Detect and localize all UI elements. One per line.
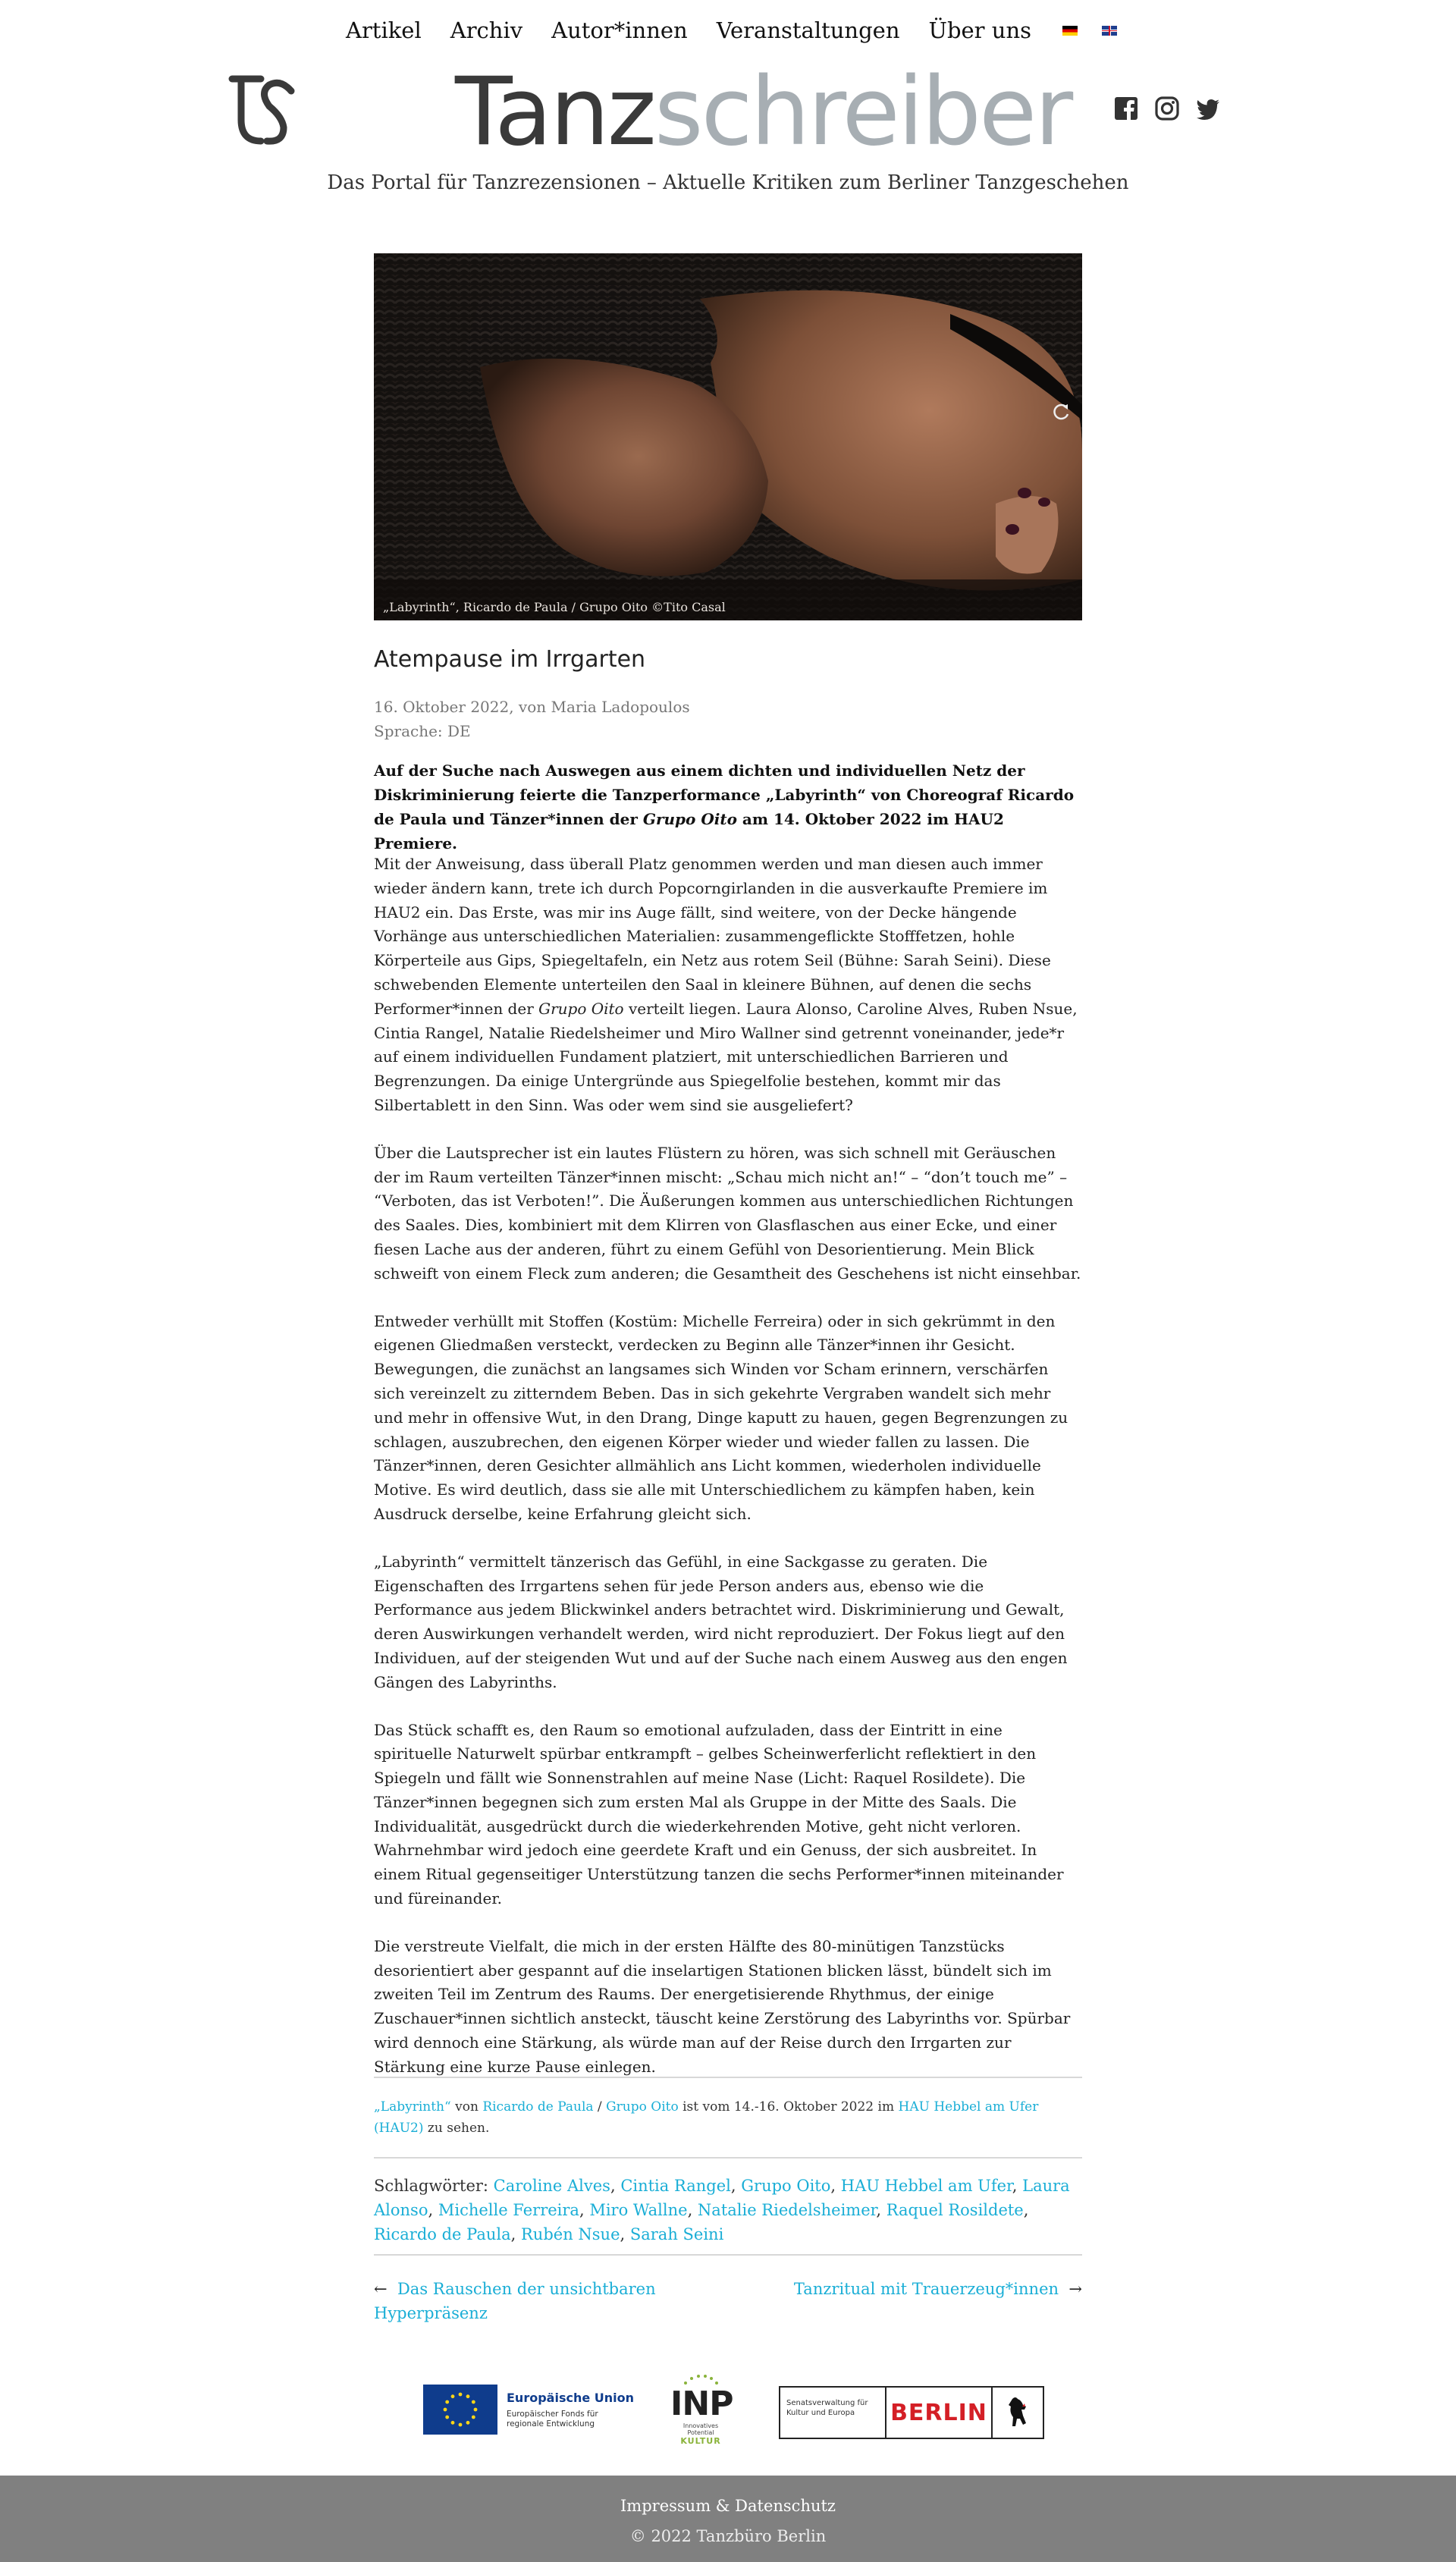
eu-star (474, 2408, 478, 2412)
divider (374, 2254, 1082, 2256)
article-lede (374, 758, 1082, 856)
copyright: © 2022 Tanzbüro Berlin (629, 2527, 827, 2545)
site-title-part1: Tanz (455, 58, 654, 167)
paragraph-1-emphasis: Grupo Oito (538, 999, 624, 1018)
paragraph-1 (374, 852, 1082, 1118)
link-choreographer[interactable]: Ricardo de Paula (482, 2099, 594, 2115)
previous-post-link[interactable]: Das Rauschen der unsichtbaren Hyperpräsenz (374, 2280, 656, 2322)
link-venue[interactable]: HAU Hebbel am Ufer (HAU2) (374, 2099, 1039, 2136)
eu-star (466, 2394, 470, 2398)
info-text: zu sehen. (423, 2121, 490, 2136)
english-flag-icon[interactable] (1102, 26, 1117, 36)
arrow-right-icon: → (1068, 2280, 1082, 2298)
eu-flag-icon (423, 2385, 497, 2435)
tag-link[interactable]: Laura Alonso (374, 2177, 1070, 2219)
divider (374, 2077, 1082, 2078)
article-body (374, 852, 1082, 2103)
info-text: / (593, 2099, 607, 2115)
previous-post (374, 2277, 662, 2325)
next-post (794, 2277, 1082, 2325)
next-post-link[interactable]: Tanzritual mit Trauerzeug*innen (793, 2280, 1059, 2298)
eu-star (459, 2423, 463, 2427)
paragraph-6: Die verstreute Vielfalt, die mich in der ersten Hälfte des 80-minütigen Tanzstücks desorientiert aber gespannt auf die inselartigen Stationen blicken lässt, bündelt sich im zweiten Teil im Zentrum des Raums. Der energetisierende Rhythmus, der einige Zuschauer*innen sichtlich ansteckt, täuscht keine Zerstörung des Labyrinths vor. Spürbar wird dennoch eine Stärkung, als würde man auf der Reise durch den Irrgarten zur Stärkung eine kurze Pause einlegen. (374, 1936, 1071, 2076)
twitter-icon[interactable] (1195, 96, 1221, 121)
tag-link[interactable]: Miro Wallne (589, 2201, 688, 2219)
dots-icon (678, 2374, 723, 2385)
berlin-department: Senatsverwaltung für Kultur und Europa (780, 2388, 886, 2438)
article-meta (374, 695, 1082, 743)
inp-wordmark: INP (670, 2385, 733, 2423)
site-title[interactable] (455, 59, 1071, 165)
eu-star (472, 2416, 475, 2419)
nav-item-artikel[interactable]: Artikel (346, 17, 422, 43)
impressum-link[interactable]: Impressum & Datenschutz (620, 2497, 836, 2515)
tag-link[interactable]: Raquel Rosildete (886, 2201, 1024, 2219)
event-info (374, 2096, 1082, 2139)
tag-link[interactable]: Sarah Seini (629, 2225, 724, 2243)
lede-emphasis: Grupo Oito (642, 810, 737, 828)
berlin-sponsor-logo[interactable] (779, 2386, 1044, 2439)
article-title: Atempause im Irrgarten (374, 646, 646, 673)
arrow-left-icon: ← (374, 2280, 388, 2298)
nav-item-veranstaltungen[interactable]: Veranstaltungen (716, 17, 900, 43)
article-language: Sprache: DE (374, 722, 471, 740)
eu-star (451, 2394, 455, 2398)
tag-link[interactable]: Caroline Alves (493, 2177, 610, 2195)
eu-title: Europäische Union (507, 2390, 635, 2405)
berlin-bear-icon (993, 2388, 1043, 2438)
site-footer (0, 2476, 1456, 2562)
info-text: von (450, 2099, 483, 2115)
link-work[interactable]: „Labyrinth“ (374, 2099, 451, 2115)
eu-sponsor-logo[interactable] (423, 2385, 634, 2435)
tag-link[interactable]: Ricardo de Paula (374, 2225, 511, 2243)
eu-star (466, 2421, 470, 2425)
eu-star (472, 2400, 475, 2404)
eu-star (445, 2416, 449, 2419)
tag-link[interactable]: Michelle Ferreira (438, 2201, 579, 2219)
nav-item-ueber-uns[interactable]: Über uns (928, 17, 1031, 43)
eu-star (459, 2393, 463, 2397)
info-text: ist vom 14.-16. Oktober 2022 im (678, 2099, 899, 2115)
site-logo-icon[interactable] (228, 74, 296, 147)
article-date-author: 16. Oktober 2022, von Maria Ladopoulos (374, 698, 690, 716)
tag-link[interactable]: Natalie Riedelsheimer (697, 2201, 877, 2219)
paragraph-4: „Labyrinth“ vermittelt tänzerisch das Gefühl, in eine Sackgasse zu geraten. Die Eigenschaften des Irrgartens sehen für jede Person anders aus, ebenso wie die Performance aus jedem Blickwinkel anders betrachtet wird. Diskriminierung und Gewalt, deren Auswirkungen verhandelt werden, wird nicht reproduziert. Der Fokus liegt auf den Individuen, auf der steigenden Wut und auf der Suche nach einem Ausweg aus den engen Gängen des Labyrinths. (374, 1552, 1068, 1691)
dancer-photo (374, 253, 1082, 620)
refresh-icon (1052, 402, 1072, 422)
paragraph-3: Entweder verhüllt mit Stoffen (Kostüm: Michelle Ferreira) oder in sich gekrümmt in den eigenen Gliedmaßen versteckt, verdecken zu Beginn alle Tänzer*innen ihr Gesicht. Bewegungen, die zunächst an langsames sich Winden vor Scham erinnern, verschärfen sich vereinzelt zu zitterndem Beben. Das in sich gekehrte Vergraben wandelt sich mehr und mehr in offensive Wut, in den Drang, Dinge kaputt zu hauen, gegen Begrenzungen zu schlagen, auszubrechen, den eigenen Körper wieder und wieder fallen zu lassen. Die Tänzer*innen, deren Gesichter allmählich ans Licht kommen, wiederholen individuelle Motive. Es wird deutlich, dass sie alle mit Unterschiedlichem zu kämpfen haben, kein Ausdruck derselbe, keine Erfahrung gleicht sich. (374, 1311, 1068, 1523)
tag-link[interactable]: HAU Hebbel am Ufer (840, 2177, 1012, 2195)
paragraph-5: Das Stück schafft es, den Raum so emotional aufzuladen, dass der Eintritt in eine spirituelle Naturwelt spürbar entkrampft – gelbes Scheinwerferlicht reflektiert in den Spiegeln und fällt wie Sonnenstrahlen auf meine Nase (Licht: Raquel Rosildete). Die Tänzer*innen begegnen sich zum ersten Mal als Gruppe in der Mitte des Saals. Die Individualität, ausgedrückt durch die wiederkehrenden Motive, geht nicht verloren. Wahrnehmbar wird jedoch eine geerdete Kraft und ein Genuss, der sich ausbreitet. In einem Ritual gegenseitiger Unterstützung tanzen die sechs Performer*innen miteinander und füreinander. (374, 1720, 1064, 1908)
inp-sponsor-logo[interactable] (670, 2374, 731, 2453)
facebook-icon[interactable] (1113, 96, 1139, 121)
main-nav (0, 17, 1456, 44)
tag-link[interactable]: Rubén Nsue (520, 2225, 620, 2243)
tag-link[interactable]: Grupo Oito (741, 2177, 831, 2195)
image-caption: „Labyrinth“, Ricardo de Paula / Grupo Oito ©Tito Casal (383, 600, 726, 614)
eu-star (451, 2421, 455, 2425)
link-group[interactable]: Grupo Oito (606, 2099, 679, 2115)
paragraph-2: Über die Lautsprecher ist ein lautes Flüstern zu hören, was sich schnell mit Geräuschen der im Raum verteilten Tänzer*innen mischt: „Schau mich nicht an!“ – “don’t touch me” – “Verboten, das ist Verboten!”. Die Äußerungen kommen aus unterschiedlichen Richtungen des Saales. Dies, kombiniert mit dem Klirren von Glasflaschen aus einer Ecke, und einer fiesen Lache aus der anderen, führt zu einem Gefühl von Desorientierung. Mein Blick schweift von einem Fleck zum anderen; die Gesamtheit des Geschehens ist nicht einsehbar. (374, 1143, 1081, 1283)
nav-item-archiv[interactable]: Archiv (450, 17, 523, 43)
inp-kultur: KULTUR (680, 2436, 721, 2446)
lede-text-2: am 14. Oktober 2022 im HAU2 Premiere. (374, 810, 1004, 852)
berlin-wordmark: BERLIN (886, 2388, 993, 2438)
tags-label: Schlagwörter: (374, 2177, 494, 2195)
post-navigation (374, 2277, 1082, 2325)
tag-link[interactable]: Cintia Rangel (620, 2177, 731, 2195)
divider (374, 2157, 1082, 2159)
instagram-icon[interactable] (1154, 96, 1180, 121)
social-links (1113, 96, 1221, 121)
nav-item-autorinnen[interactable]: Autor*innen (551, 17, 688, 43)
german-flag-icon[interactable] (1062, 26, 1078, 36)
site-title-part2: schreiber (654, 58, 1072, 167)
eu-subtitle: Europäischer Fonds für regionale Entwicklung (507, 2409, 598, 2429)
article-hero-image (374, 253, 1082, 620)
eu-sponsor-text (507, 2391, 634, 2429)
site-tagline: Das Portal für Tanzrezensionen – Aktuelle Kritiken zum Berliner Tanzgeschehen (327, 171, 1129, 194)
paragraph-1-text-a: Mit der Anweisung, dass überall Platz genommen werden und man diesen auch immer wieder ändern kann, trete ich durch Popcorngirlanden in die ausverkaufte Premiere im HAU2 ein. Das Erste, was mir ins Auge fällt, sind weitere, von der Decke hängende Vorhänge aus unterschiedlichen Materialien: zusammengeflickte Stofffetzen, hohle Körperteile aus Gips, Spiegeltafeln, ein Netz aus rotem Seil (Bühne: Sarah Seini). Diese schwebenden Elemente unterteilen den Saal in kleinere Bühnen, auf denen die sechs Performer*innen der (374, 855, 1051, 1018)
eu-star (445, 2400, 449, 2404)
lede-text-1: Auf der Suche nach Auswegen aus einem dichten und individuellen Netz der Diskriminierung feierte die Tanzperformance „Labyrinth“ von Choreograf Ricardo de Paula und Tänzer*innen der (374, 761, 1075, 828)
paragraph-1-text-b: verteilt liegen. Laura Alonso, Caroline Alves, Ruben Nsue, Cintia Rangel, Natalie Riedelsheimer und Miro Wallner sind getrennt voneinander, jede*r auf einem individuellen Fundament platziert, mit unterschiedlichen Barrieren und Begrenzungen. Da einige Untergründe aus Spiegelfolie bestehen, kommt mir das Silbertablett in den Sinn. Was oder wem sind sie ausgeliefert? (374, 999, 1078, 1114)
eu-star (444, 2408, 447, 2412)
tag-list: Schlagwörter: Caroline Alves, Cintia Rangel, Grupo Oito, HAU Hebbel am Ufer, Laura Alonso, Michelle Ferreira, Miro Wallne, Natalie Riedelsheimer, Raquel Rosildete, Ricardo de Paula, Rubén Nsue, Sarah Seini (374, 2177, 1070, 2243)
inp-subtitle: Innovatives Potential (682, 2422, 719, 2436)
